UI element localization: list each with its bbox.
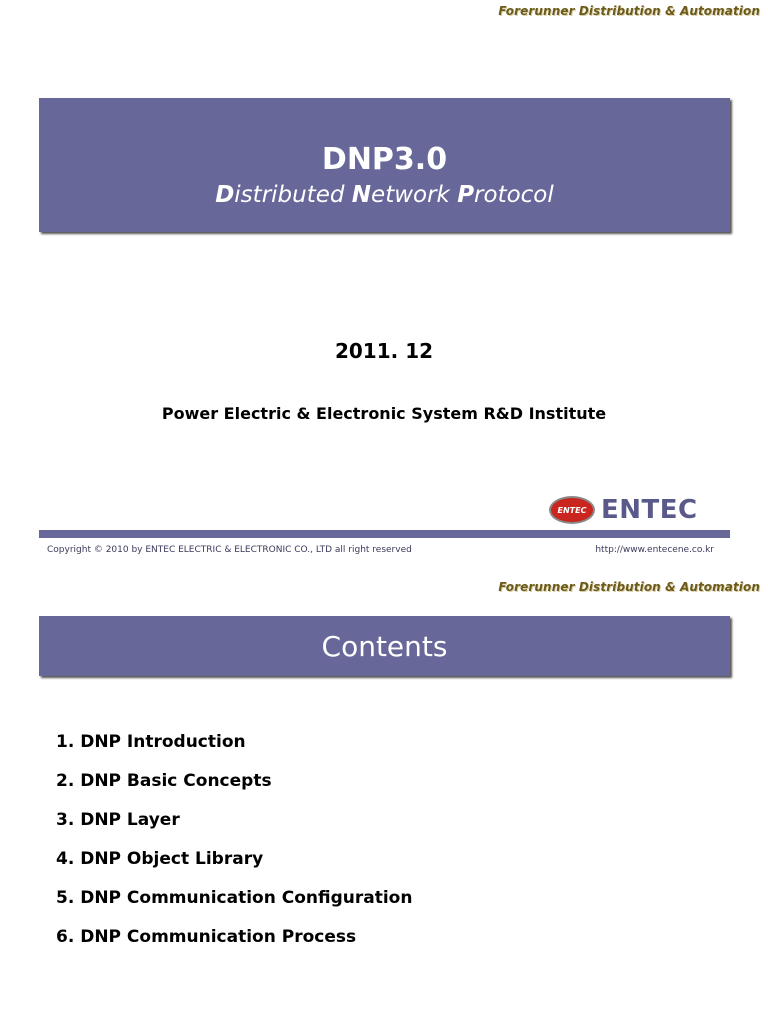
slide-subtitle <box>39 182 730 208</box>
subtitle-lead-1: D <box>215 182 235 208</box>
subtitle-lead-3: P <box>457 182 475 208</box>
subtitle-rest-1: istributed <box>234 182 352 208</box>
contents-item: 1. DNP Introduction <box>56 732 246 752</box>
contents-banner <box>39 616 730 676</box>
contents-item: 6. DNP Communication Process <box>56 927 357 947</box>
copyright-text: Copyright © 2010 by ENTEC ELECTRIC & ELECTRONIC CO., LTD all right reserved <box>47 545 412 555</box>
contents-item: 4. DNP Object Library <box>56 849 264 869</box>
contents-item: 5. DNP Communication Configuration <box>56 888 413 908</box>
header-tagline-2: Forerunner Distribution & Automation <box>498 580 760 594</box>
contents-item: 2. DNP Basic Concepts <box>56 771 272 791</box>
subtitle-rest-3: rotocol <box>474 182 554 208</box>
presentation-date: 2011. 12 <box>334 339 434 363</box>
footer-rule <box>39 530 730 538</box>
entec-wordmark: ENTEC <box>601 495 698 525</box>
slide-title: DNP3.0 <box>321 142 448 177</box>
contents-list <box>56 731 412 965</box>
title-banner <box>39 98 730 232</box>
entec-badge-icon: ENTEC <box>549 496 595 524</box>
website-link[interactable]: http://www.entecene.co.kr <box>595 545 714 555</box>
entec-logo <box>549 494 698 526</box>
contents-item: 3. DNP Layer <box>56 810 180 830</box>
subtitle-rest-2: etwork <box>371 182 458 208</box>
header-tagline: Forerunner Distribution & Automation <box>498 4 760 18</box>
contents-title: Contents <box>321 630 448 663</box>
institute-name: Power Electric & Electronic System R&D Institute <box>161 404 607 423</box>
subtitle-lead-2: N <box>351 182 372 208</box>
